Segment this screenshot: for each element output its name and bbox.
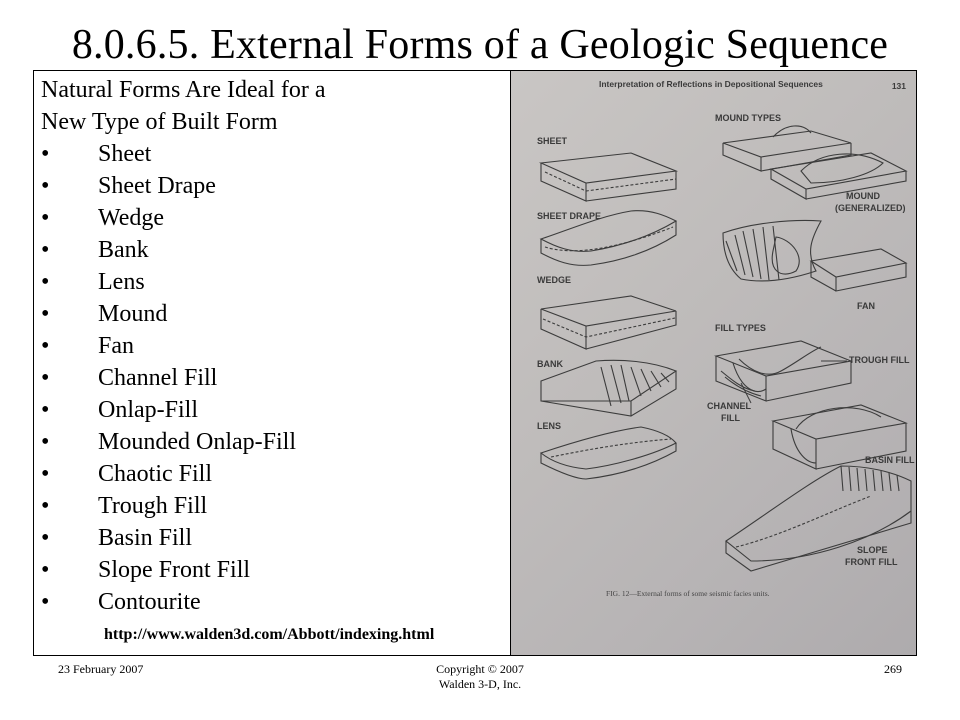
list-item-label: Onlap-Fill [98,397,198,423]
label-trough-fill: TROUGH FILL [849,355,910,365]
label-channel: CHANNEL [707,401,751,411]
intro-line-1: Natural Forms Are Ideal for a [41,77,326,103]
label-channel-fill: FILL [721,413,740,423]
list-item [41,266,296,298]
wedge-drawing [541,296,676,349]
label-fan: FAN [857,301,875,311]
bullet-icon: • [41,429,50,455]
label-generalized: (GENERALIZED) [835,203,906,213]
label-front-fill: FRONT FILL [845,557,898,567]
slide-title: 8.0.6.5. External Forms of a Geologic Sequence [71,22,889,68]
slope-front-fill-drawing [726,466,911,571]
bullet-icon: • [41,397,50,423]
figure-photo [511,70,917,656]
sheet-block-drawing [541,153,676,201]
list-item-label: Mound [98,301,168,327]
bullet-icon: • [41,173,50,199]
mound-types-drawing [723,126,906,199]
list-item [41,490,296,522]
list-item [41,426,296,458]
figure-leader-lines [741,361,847,403]
label-slope: SLOPE [857,545,888,555]
list-item-label: Wedge [98,205,165,231]
list-item-label: Bank [98,237,149,263]
bullet-icon: • [41,141,50,167]
list-item-label: Lens [98,269,145,295]
list-item-label: Contourite [98,589,201,615]
list-item [41,234,296,266]
label-lens: LENS [537,421,562,431]
intro-line-2: New Type of Built Form [41,109,278,135]
bullet-icon: • [41,269,50,295]
bullet-icon: • [41,205,50,231]
bullet-icon: • [41,461,50,487]
label-bank: BANK [537,359,563,369]
text-panel [33,70,511,656]
label-sheet: SHEET [537,136,568,146]
list-item-label: Basin Fill [98,525,193,551]
label-mound-types: MOUND TYPES [715,113,782,123]
figure-header: Interpretation of Reflections in Depositional Sequences [599,79,823,89]
bullet-icon: • [41,589,50,615]
footer-copyright [0,662,960,692]
bullet-icon: • [41,525,50,551]
list-item-label: Mounded Onlap-Fill [98,429,296,455]
label-mound: MOUND [846,191,880,201]
copyright-line-2: Walden 3-D, Inc. [438,677,522,691]
list-item-label: Sheet Drape [98,173,216,199]
list-item [41,394,296,426]
list-item [41,522,296,554]
list-item-label: Trough Fill [98,493,208,519]
bullet-icon: • [41,557,50,583]
list-item-label: Sheet [98,141,152,167]
list-item [41,298,296,330]
forms-list [41,138,296,618]
list-item [41,330,296,362]
trough-fill-drawing [716,341,851,401]
lens-drawing [541,427,676,479]
list-item-label: Chaotic Fill [98,461,212,487]
list-item [41,586,296,618]
list-item [41,138,296,170]
list-item-label: Channel Fill [98,365,218,391]
bullet-icon: • [41,365,50,391]
list-item [41,202,296,234]
label-fill-types: FILL TYPES [715,323,766,333]
figure-caption: FIG. 12—External forms of some seismic facies units. [606,589,770,598]
list-item [41,554,296,586]
label-wedge: WEDGE [537,275,572,285]
copyright-line-1: Copyright © 2007 [436,662,524,676]
bullet-icon: • [41,493,50,519]
bullet-icon: • [41,333,50,359]
list-item-label: Fan [98,333,134,359]
list-item [41,362,296,394]
fan-drawing [723,221,906,292]
intro-text [41,74,326,138]
list-item [41,458,296,490]
source-url-link[interactable]: http://www.walden3d.com/Abbott/indexing.html [104,626,435,643]
label-basin-fill: BASIN FILL [865,455,915,465]
footer-page-number: 269 [884,662,902,676]
figure-page-number: 131 [891,81,906,91]
bullet-icon: • [41,237,50,263]
label-sheet-drape: SHEET DRAPE [537,211,602,221]
list-item-label: Slope Front Fill [98,557,251,583]
list-item [41,170,296,202]
footer-date: 23 February 2007 [58,662,144,676]
bullet-icon: • [41,301,50,327]
